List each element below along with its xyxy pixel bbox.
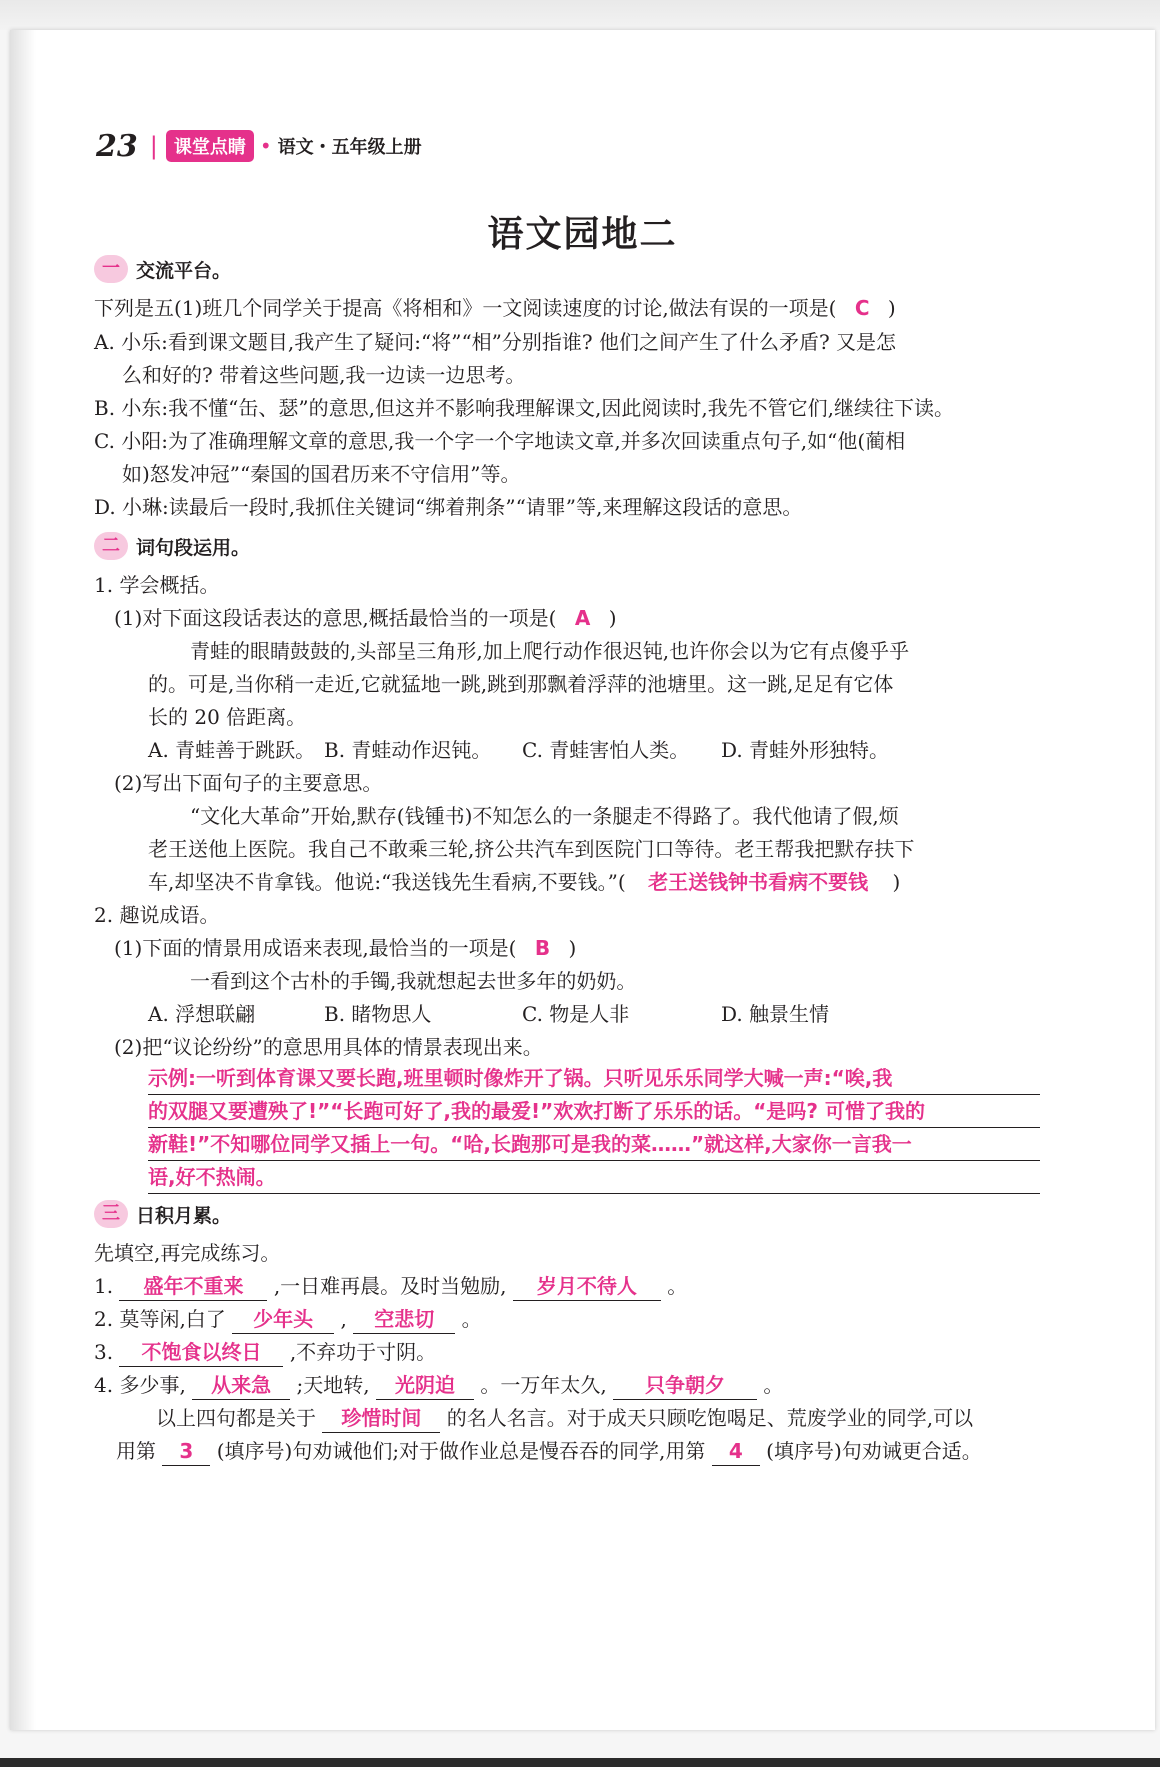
page-number: 23 bbox=[96, 128, 138, 164]
summary-line-1 bbox=[156, 1404, 973, 1433]
example-answer bbox=[148, 1062, 1040, 1194]
question-heading: 2. 趣说成语。 bbox=[94, 903, 220, 927]
option-c-line2: 如)怒发冲冠”“秦国的国君历来不守信用”等。 bbox=[122, 462, 521, 486]
section-heading-2 bbox=[94, 532, 250, 560]
section-heading-3 bbox=[94, 1200, 231, 1228]
option-c: C. 青蛙害怕人类。 bbox=[522, 738, 690, 762]
line-text: 。 bbox=[763, 1373, 784, 1397]
option-a-line2: 么和好的? 带着这些问题,我一边读一边思考。 bbox=[122, 363, 526, 387]
line-text: 。 bbox=[667, 1274, 688, 1298]
option-a: A. 青蛙善于跳跃。 bbox=[148, 738, 316, 762]
document-page bbox=[10, 30, 1155, 1730]
section-heading-1 bbox=[94, 255, 231, 283]
example-line: 的双腿又要遭殃了!”“长跑可好了,我的最爱!”欢欢打断了乐乐的话。“是吗? 可惜了我的 bbox=[148, 1095, 1040, 1128]
passage-text: 车,却坚决不肯拿钱。他说:“我送钱先生看病,不要钱。”( bbox=[148, 870, 626, 894]
question-heading: 1. 学会概括。 bbox=[94, 573, 220, 597]
paren-close: ) bbox=[887, 296, 896, 320]
subquestion-text: (2)把“议论纷纷”的意思用具体的情景表现出来。 bbox=[114, 1035, 543, 1059]
fill-blank-line-4 bbox=[94, 1371, 783, 1400]
answer-blank: 3 bbox=[162, 1437, 210, 1466]
answer-blank: 珍惜时间 bbox=[322, 1404, 440, 1433]
line-text: 4. 多少事, bbox=[94, 1373, 186, 1397]
summary-line-2 bbox=[116, 1437, 982, 1466]
line-text: ;天地转, bbox=[296, 1373, 370, 1397]
line-text: 3. bbox=[94, 1340, 114, 1364]
answer-blank: 岁月不待人 bbox=[513, 1272, 661, 1301]
line-text: ,一日难再晨。及时当勉励, bbox=[273, 1274, 507, 1298]
option-d-line1: D. 小琳:读最后一段时,我抓住关键词“绑着荆条”“请罪”等,来理解这段话的意思。 bbox=[94, 495, 803, 519]
line-text: 1. bbox=[94, 1274, 114, 1298]
example-line: 语,好不热闹。 bbox=[148, 1161, 1040, 1194]
subquestion-text: (1)下面的情景用成语来表现,最恰当的一项是( bbox=[114, 936, 517, 960]
passage-line: 一看到这个古朴的手镯,我就想起去世多年的奶奶。 bbox=[190, 969, 637, 993]
section-badge: 二 bbox=[94, 532, 128, 560]
section-badge: 一 bbox=[94, 255, 128, 283]
option-b: B. 睹物思人 bbox=[324, 1002, 432, 1026]
passage-line: 老王送他上医院。我自己不敢乘三轮,挤公共汽车到医院门口等待。老王帮我把默存扶下 bbox=[148, 837, 915, 861]
subject-label: 语文・五年级上册 bbox=[277, 137, 422, 158]
option-c-line1: C. 小阳:为了准确理解文章的意思,我一个字一个字地读文章,并多次回读重点句子,如“他(蔺相 bbox=[94, 429, 906, 453]
option-b-line1: B. 小东:我不懂“缶、瑟”的意思,但这并不影响我理解课文,因此阅读时,我先不管它们,继续往下读。 bbox=[94, 396, 955, 420]
section-title: 日积月累。 bbox=[136, 1204, 232, 1227]
brand-label: 课堂点睛 bbox=[166, 130, 254, 162]
section-title: 交流平台。 bbox=[136, 259, 232, 282]
line-text: , bbox=[340, 1307, 347, 1331]
page-binding-shadow bbox=[10, 30, 36, 1730]
page-title: 语文园地二 bbox=[487, 214, 678, 255]
question-text: 下列是五(1)班几个同学关于提高《将相和》一文阅读速度的讨论,做法有误的一项是( bbox=[94, 296, 837, 320]
passage-answer-line bbox=[148, 868, 900, 896]
passage-line: “文化大革命”开始,默存(钱锺书)不知怎么的一条腿走不得路了。我代他请了假,烦 bbox=[190, 804, 899, 828]
passage-line: 青蛙的眼睛鼓鼓的,头部呈三角形,加上爬行动作很迟钝,也许你会以为它有点傻乎乎 bbox=[190, 639, 910, 663]
answer-blank: 从来急 bbox=[192, 1371, 290, 1400]
line-text: (填序号)句劝诫他们;对于做作业总是慢吞吞的同学,用第 bbox=[216, 1439, 706, 1463]
line-text: 。一万年太久, bbox=[480, 1373, 607, 1397]
passage-line: 的。可是,当你稍一走近,它就猛地一跳,跳到那飘着浮萍的池塘里。这一跳,足足有它体 bbox=[148, 672, 894, 696]
option-a: A. 浮想联翩 bbox=[148, 1002, 256, 1026]
option-a-line1: A. 小乐:看到课文题目,我产生了疑问:“将”“相”分别指谁? 他们之间产生了什么矛盾? 又是怎 bbox=[94, 330, 897, 354]
line-text: ,不弃功于寸阴。 bbox=[289, 1340, 437, 1364]
subquestion-line bbox=[114, 604, 617, 632]
option-c: C. 物是人非 bbox=[522, 1002, 630, 1026]
paren-close: ) bbox=[608, 606, 617, 630]
answer-blank: 只争朝夕 bbox=[613, 1371, 757, 1400]
example-line: 新鞋!”不知哪位同学又插上一句。“哈,长跑那可是我的菜……”就这样,大家你一言我一 bbox=[148, 1128, 1040, 1161]
viewer-bottom-bar bbox=[0, 1758, 1160, 1767]
line-text: 2. 莫等闲,白了 bbox=[94, 1307, 226, 1331]
paren-close: ) bbox=[892, 870, 901, 894]
page-header bbox=[96, 126, 422, 166]
section-intro: 先填空,再完成练习。 bbox=[94, 1241, 281, 1265]
line-text: 用第 bbox=[116, 1439, 156, 1463]
answer-blank: 少年头 bbox=[232, 1305, 334, 1334]
answer-text: B bbox=[534, 936, 551, 960]
answer-blank: 空悲切 bbox=[353, 1305, 455, 1334]
option-b: B. 青蛙动作迟钝。 bbox=[324, 738, 492, 762]
line-text: (填序号)句劝诫更合适。 bbox=[766, 1439, 982, 1463]
subquestion-line bbox=[114, 934, 576, 962]
line-text: 。 bbox=[461, 1307, 482, 1331]
answer-text: C bbox=[854, 296, 870, 320]
option-d: D. 青蛙外形独特。 bbox=[721, 738, 890, 762]
header-divider: | bbox=[149, 132, 158, 160]
option-d: D. 触景生情 bbox=[721, 1002, 830, 1026]
answer-blank: 4 bbox=[712, 1437, 760, 1466]
answer-text: A bbox=[574, 606, 591, 630]
answer-blank: 盛年不重来 bbox=[119, 1272, 267, 1301]
example-line: 示例:一听到体育课又要长跑,班里顿时像炸开了锅。只听见乐乐同学大喊一声:“唉,我 bbox=[148, 1062, 1040, 1095]
passage-line: 长的 20 倍距离。 bbox=[148, 705, 307, 729]
section-badge: 三 bbox=[94, 1200, 128, 1228]
answer-blank: 光阴迫 bbox=[376, 1371, 474, 1400]
line-text: 的名人名言。对于成天只顾吃饱喝足、荒废学业的同学,可以 bbox=[446, 1406, 974, 1430]
paren-close: ) bbox=[568, 936, 577, 960]
subquestion-text: (1)对下面这段话表达的意思,概括最恰当的一项是( bbox=[114, 606, 557, 630]
fill-blank-line-1 bbox=[94, 1272, 687, 1301]
section-title: 词句段运用。 bbox=[136, 536, 251, 559]
viewer-top-bar bbox=[0, 0, 1160, 30]
line-text: 以上四句都是关于 bbox=[156, 1406, 316, 1430]
fill-blank-line-2 bbox=[94, 1305, 482, 1334]
question-line bbox=[94, 294, 896, 322]
fill-blank-line-3 bbox=[94, 1338, 436, 1367]
answer-text: 老王送钱钟书看病不要钱 bbox=[648, 870, 869, 894]
answer-blank: 不饱食以终日 bbox=[119, 1338, 283, 1367]
subquestion-text: (2)写出下面句子的主要意思。 bbox=[114, 771, 383, 795]
header-dot: • bbox=[259, 134, 272, 158]
